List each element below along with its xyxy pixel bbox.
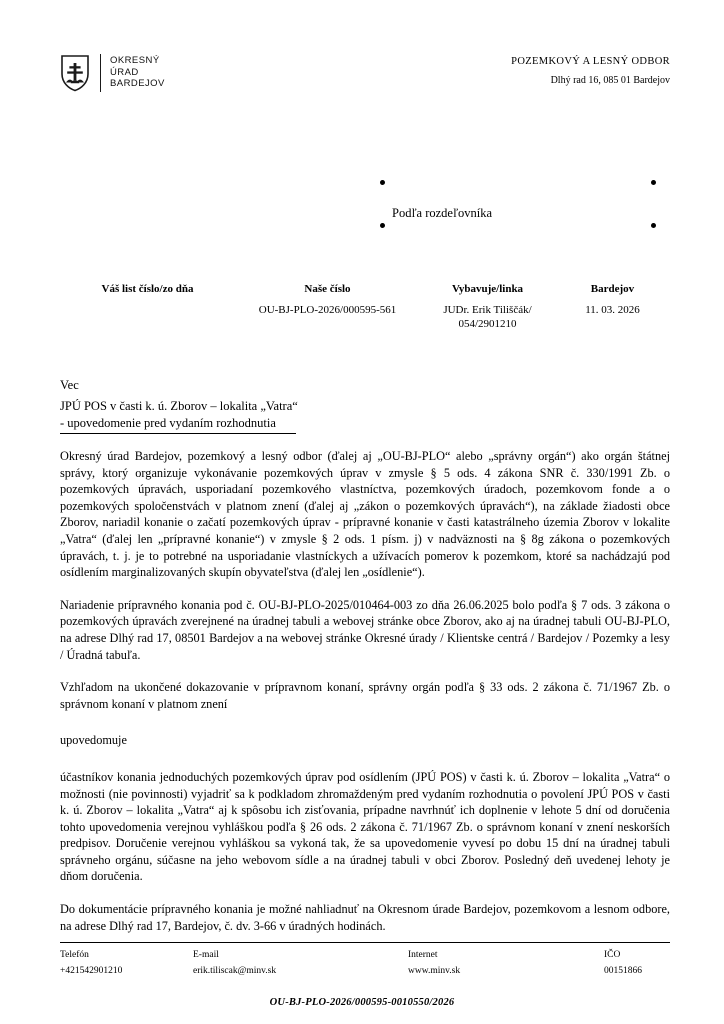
document-reference-number: OU-BJ-PLO-2026/000595-0010550/2026 <box>269 997 455 1008</box>
footer-value-phone: +421542901210 <box>60 966 123 976</box>
body-paragraph-2: Nariadenie prípravného konania pod č. OU-BJ-PLO-2025/010464-003 zo dňa 26.06.2025 bolo podľa § 7 ods. 3 zákona o pozemkových úpravách zverejnené na úradnej tabuli a webovej stránke obce Zborov, ako aj na úradnej tabuli OU-BJ-PLO, na adrese Dlhý rad 17, 08501 Bardejov a na webovej stránke Okresné úrady / Klientske centrá / Bardejov / Pozemky a lesy / Úradná tabuľa. <box>60 597 670 662</box>
reference-value-handler-name: JUDr. Erik Tiliščák/ <box>443 304 532 316</box>
subject-label: Vec <box>60 378 79 392</box>
footer-col-email <box>193 949 408 977</box>
organization-logo <box>60 54 165 92</box>
footer-label-email: E-mail <box>193 950 219 960</box>
addressee-block <box>380 180 656 228</box>
body-declaration: upovedomuje <box>60 733 127 748</box>
footer-label-internet: Internet <box>408 950 438 960</box>
footer-value-internet: www.minv.sk <box>408 966 461 976</box>
corner-bullet-bottom-left-icon <box>380 223 385 228</box>
reference-header-row <box>60 283 670 331</box>
reference-table <box>60 283 670 331</box>
reference-value-handler-line: 054/2901210 <box>458 317 517 330</box>
document-header <box>0 52 724 108</box>
corner-bullet-bottom-right-icon <box>651 223 656 228</box>
reference-col-handler <box>420 283 555 331</box>
corner-bullet-top-right-icon <box>651 180 656 185</box>
footer-col-ico <box>604 949 674 977</box>
org-line-2: ÚRAD <box>110 66 139 78</box>
subject-block <box>60 377 298 434</box>
department-name: POZEMKOVÝ A LESNÝ ODBOR <box>511 56 670 67</box>
document-footer <box>60 949 674 977</box>
addressee-label: Podľa rozdeľovníka <box>392 206 493 220</box>
subject-line-1: JPÚ POS v časti k. ú. Zborov – lokalita „Vatra“ <box>60 399 298 413</box>
reference-header-your-letter: Váš list číslo/zo dňa <box>101 283 194 295</box>
footer-value-email: erik.tiliscak@minv.sk <box>193 966 277 976</box>
reference-header-our-number: Naše číslo <box>304 283 351 295</box>
footer-col-phone <box>60 949 193 977</box>
department-address: Dlhý rad 16, 085 01 Bardejov <box>550 75 670 86</box>
reference-header-place: Bardejov <box>590 283 635 295</box>
org-line-1: OKRESNÝ <box>110 55 160 66</box>
body-paragraph-5: Do dokumentácie prípravného konania je možné nahliadnuť na Okresnom úrade Bardejov, pozemkovom a lesnom odbore, na adrese Dlhý rad 17, Bardejov, č. dv. 3-66 v úradných hodinách. <box>60 902 670 933</box>
reference-col-place-date <box>555 283 670 318</box>
reference-header-handler: Vybavuje/linka <box>451 283 524 295</box>
footer-label-phone: Telefón <box>60 950 89 960</box>
footer-value-ico: 00151866 <box>604 966 642 976</box>
body-paragraph-3: Vzhľadom na ukončené dokazovanie v prípravnom konaní, správny orgán podľa § 33 ods. 2 zákona č. 71/1967 Zb. o správnom konaní v platnom znení <box>60 680 670 711</box>
organization-name <box>110 54 165 90</box>
body-paragraph-4: účastníkov konania jednoduchých pozemkových úprav pod osídlením (JPÚ POS) v časti k. ú. Zborov – lokalita „Vatra“ o možnosti (nie povinnosti) vyjadriť sa k podkladom zhromaždeným pred vydaním rozhodnutia o povolení JPÚ POS v časti k. ú. Zborov – lokalita „Vatra“ aj k spôsobu ich zisťovania, prípadne navrhnúť ich doplnenie v lehote 5 dní od doručenia tohto upovedomenia verejnou vyhláškou podľa § 26 ods. 2 zákona č. 71/1967 Zb. o správnom konaní v znení neskorších predpisov. Doručenie verejnou vyhláškou sa vykoná tak, že sa upovedomenie vyvesí po dobu 15 dní na úradnej tabuli správneho orgánu, súčasne na jeho webovom sídle a na úradnej tabuli v obci Zborov. Posledný deň uvedenej lehoty je dňom doručenia. <box>60 769 670 884</box>
footer-col-internet <box>408 949 604 977</box>
reference-col-your-letter <box>60 283 235 304</box>
slovak-coat-of-arms-icon <box>60 54 90 92</box>
reference-col-our-number <box>235 283 420 318</box>
document-body <box>60 448 670 934</box>
footer-label-ico: IČO <box>604 950 621 960</box>
reference-value-our-number: OU-BJ-PLO-2026/000595-561 <box>258 304 397 316</box>
reference-value-date: 11. 03. 2026 <box>585 304 640 316</box>
department-block <box>511 56 670 86</box>
body-paragraph-1: Okresný úrad Bardejov, pozemkový a lesný odbor (ďalej aj „OU-BJ-PLO“ alebo „správny orgán“) ako orgán štátnej správy, ktorý organizuje vykonávanie pozemkových úprav v zmysle § 5 ods. 4 zákona SNR č. 330/1991 Zb. o pozemkových úpravách, usporiadaní pozemkového vlastníctva, pozemkových úradoch, pozemkovom fonde a o pozemkových spoločenstvách v platnom znení (ďalej aj „zákon o pozemkových úpravách“), na základe žiadosti obce Zborov, nariadil konanie o začatí pozemkových úprav - prípravné konanie v časti katastrálneho územia Zborov v lokalite „Vatra“ (ďalej len „prípravné konanie“) v zmysle § 2 ods. 1 písm. j) v nadväznosti na § 8g zákona o pozemkových úpravách, t. j. je to potrebné na usporiadanie vlastníckych a užívacích pomerov k pozemkom, ktoré sa nachádzajú pod osídlením marginalizovaných skupín obyvateľstva (ďalej len „osídlenie“). <box>60 449 670 580</box>
org-line-3: BARDEJOV <box>110 78 165 90</box>
footer-divider <box>60 942 670 943</box>
subject-line-2: - upovedomenie pred vydaním rozhodnutia <box>60 415 296 434</box>
corner-bullet-top-left-icon <box>380 180 385 185</box>
logo-divider <box>100 54 101 92</box>
